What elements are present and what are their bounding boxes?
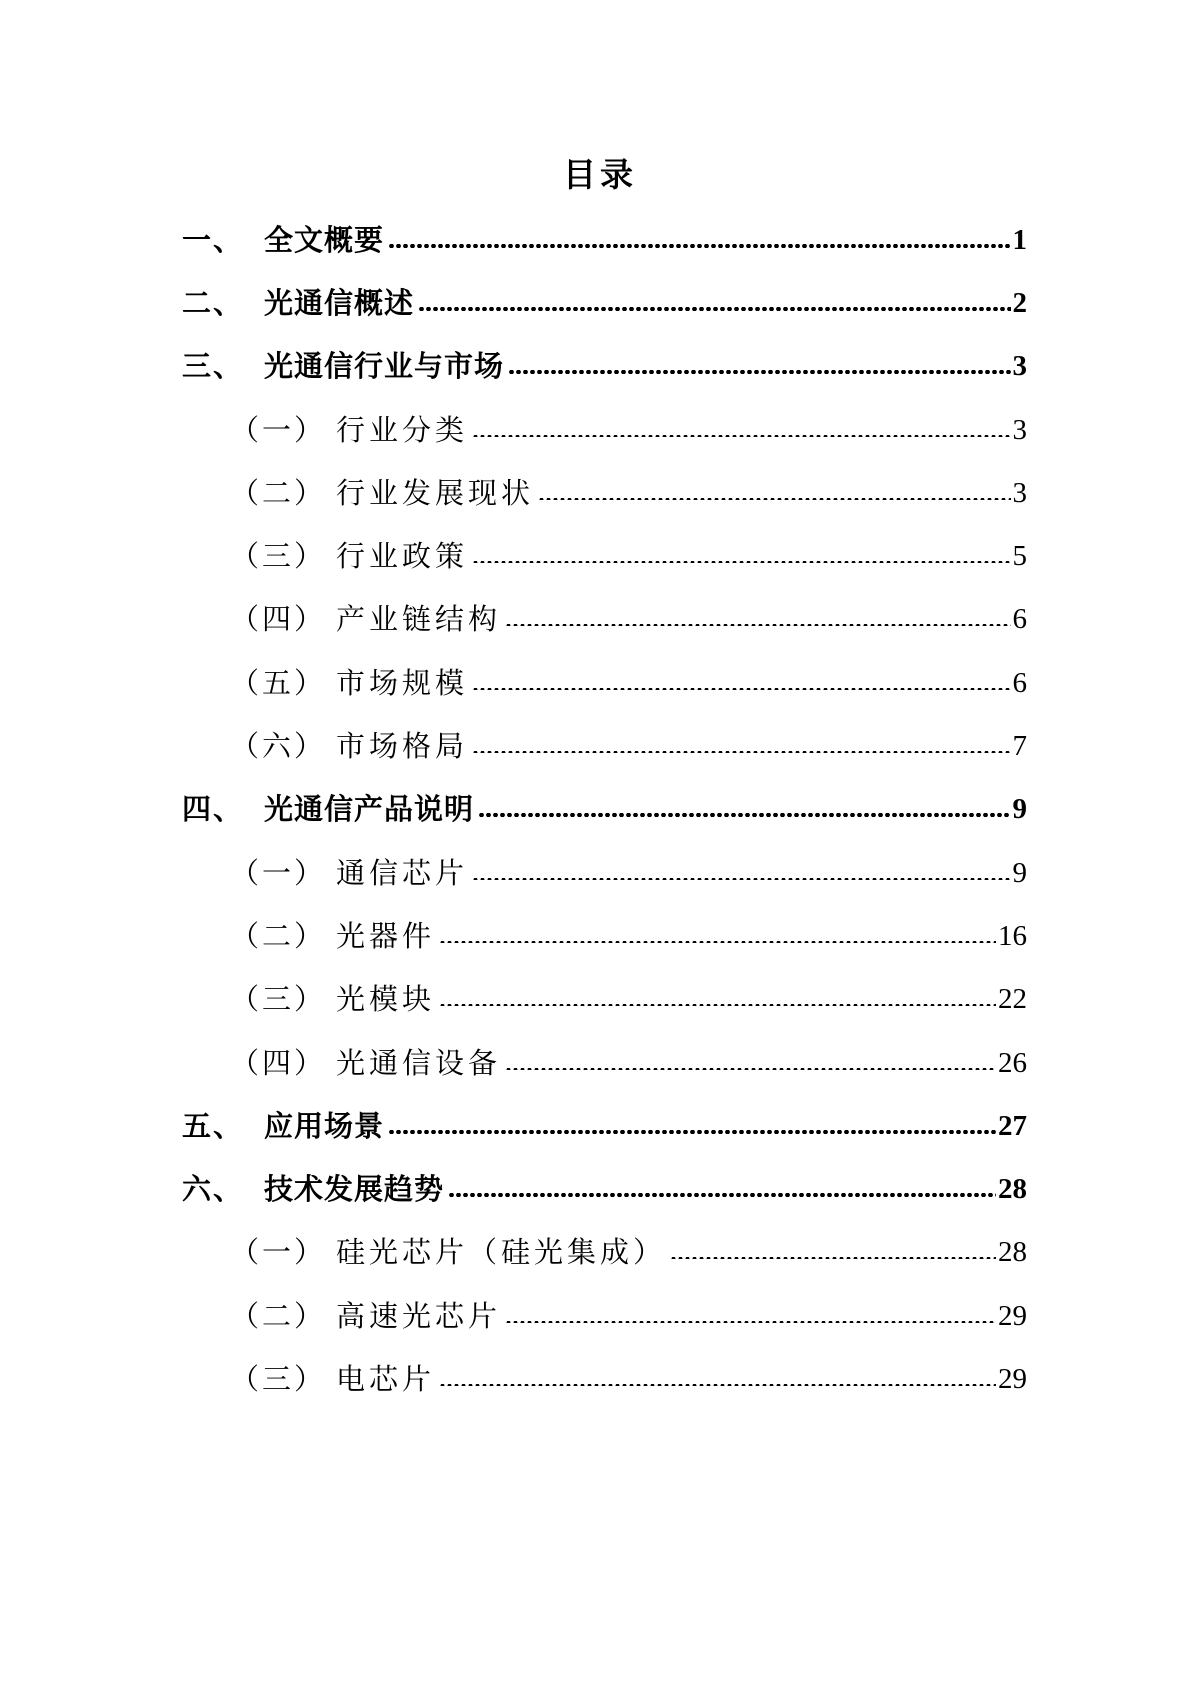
toc-chapter-row[interactable] (182, 1094, 1027, 1157)
dot-leader (472, 435, 1010, 437)
toc-entry-title: 光通信设备 (336, 1045, 502, 1080)
toc-section-row[interactable] (182, 461, 1027, 524)
dot-leader (670, 1257, 996, 1259)
dot-leader (505, 1321, 996, 1323)
toc-entry-number: 二、 (182, 285, 245, 320)
dot-leader (439, 1384, 996, 1386)
toc-entry-number: 六、 (182, 1172, 245, 1207)
toc-page-number: 1 (1012, 223, 1027, 256)
page-title: 目录 (563, 155, 637, 194)
toc-page-number: 3 (1012, 476, 1027, 509)
toc-entry-title: 应用场景 (264, 1108, 385, 1143)
toc-entry-title: 行业政策 (336, 539, 469, 574)
dot-leader (418, 307, 1010, 311)
toc-entry-number: （六） (230, 729, 327, 764)
dot-leader (472, 751, 1010, 753)
toc-page-number: 22 (998, 983, 1027, 1016)
toc-section-row[interactable] (182, 904, 1027, 967)
dot-leader (478, 813, 1010, 817)
toc-entry-title: 硅光芯片（硅光集成） (336, 1235, 667, 1270)
toc-page-number: 26 (998, 1046, 1027, 1079)
toc-entry-number: （四） (230, 602, 327, 637)
toc-section-row[interactable] (182, 588, 1027, 651)
toc-section-row[interactable] (182, 714, 1027, 777)
toc-page-number: 28 (998, 1236, 1027, 1269)
toc-entry-number: （三） (230, 1361, 327, 1396)
toc-entry-title: 市场格局 (336, 729, 469, 764)
toc-chapter-row[interactable] (182, 778, 1027, 841)
toc-page-number: 29 (998, 1299, 1027, 1332)
toc-page-number: 28 (998, 1173, 1027, 1206)
toc-section-row[interactable] (182, 1347, 1027, 1410)
toc-entry-title: 电芯片 (336, 1361, 436, 1396)
dot-leader (439, 1004, 996, 1006)
dot-leader (388, 1130, 996, 1134)
toc-entry-title: 产业链结构 (336, 602, 502, 637)
dot-leader (388, 244, 1010, 248)
toc-entry-number: 一、 (182, 222, 245, 257)
toc-entry-number: （四） (230, 1045, 327, 1080)
toc-chapter-row[interactable] (182, 271, 1027, 334)
toc-entry-title: 通信芯片 (336, 855, 469, 890)
toc-section-row[interactable] (182, 524, 1027, 587)
toc-entry-number: （三） (230, 982, 327, 1017)
toc-entry-number: （二） (230, 918, 327, 953)
toc-section-row[interactable] (182, 1031, 1027, 1094)
toc-entry-number: 三、 (182, 349, 245, 384)
toc-entry-number: （一） (230, 1235, 327, 1270)
toc-entry-title: 光器件 (336, 918, 436, 953)
dot-leader (472, 878, 1010, 880)
toc-entry-number: （一） (230, 412, 327, 447)
toc-chapter-row[interactable] (182, 208, 1027, 271)
toc-entry-number: 四、 (182, 792, 245, 827)
dot-leader (472, 561, 1010, 563)
toc-entry-title: 全文概要 (264, 222, 385, 257)
toc-entry-title: 高速光芯片 (336, 1298, 502, 1333)
dot-leader (505, 1068, 996, 1070)
toc-entry-number: （三） (230, 539, 327, 574)
dot-leader (538, 498, 1010, 500)
toc-entry-title: 市场规模 (336, 665, 469, 700)
toc-page-number: 3 (1012, 413, 1027, 446)
toc-section-row[interactable] (182, 1284, 1027, 1347)
dot-leader (448, 1193, 996, 1197)
toc-entry-number: （五） (230, 665, 327, 700)
dot-leader (439, 941, 996, 943)
toc-page-number: 9 (1012, 856, 1027, 889)
toc-section-row[interactable] (182, 841, 1027, 904)
toc-entry-title: 光模块 (336, 982, 436, 1017)
toc-entry-title: 行业分类 (336, 412, 469, 447)
toc-entry-number: 五、 (182, 1108, 245, 1143)
table-of-contents (182, 208, 1027, 1411)
toc-page-number: 6 (1012, 603, 1027, 636)
toc-section-row[interactable] (182, 398, 1027, 461)
toc-page-number: 3 (1012, 350, 1027, 383)
toc-entry-title: 光通信产品说明 (264, 792, 475, 827)
toc-page-number: 5 (1012, 540, 1027, 573)
toc-page-number: 27 (998, 1109, 1027, 1142)
dot-leader (505, 624, 1010, 626)
toc-entry-number: （二） (230, 1298, 327, 1333)
toc-chapter-row[interactable] (182, 335, 1027, 398)
toc-entry-title: 光通信概述 (264, 285, 415, 320)
dot-leader (472, 688, 1010, 690)
toc-entry-title: 行业发展现状 (336, 475, 535, 510)
toc-entry-number: （一） (230, 855, 327, 890)
toc-section-row[interactable] (182, 1221, 1027, 1284)
toc-page-number: 7 (1012, 730, 1027, 763)
toc-section-row[interactable] (182, 651, 1027, 714)
toc-page-number: 16 (998, 919, 1027, 952)
toc-page-number: 6 (1012, 666, 1027, 699)
dot-leader (508, 370, 1010, 374)
toc-chapter-row[interactable] (182, 1157, 1027, 1220)
toc-section-row[interactable] (182, 968, 1027, 1031)
toc-entry-title: 光通信行业与市场 (264, 349, 505, 384)
toc-page-number: 2 (1012, 286, 1027, 319)
toc-entry-number: （二） (230, 475, 327, 510)
toc-page-number: 9 (1012, 793, 1027, 826)
toc-entry-title: 技术发展趋势 (264, 1172, 445, 1207)
toc-page-number: 29 (998, 1362, 1027, 1395)
